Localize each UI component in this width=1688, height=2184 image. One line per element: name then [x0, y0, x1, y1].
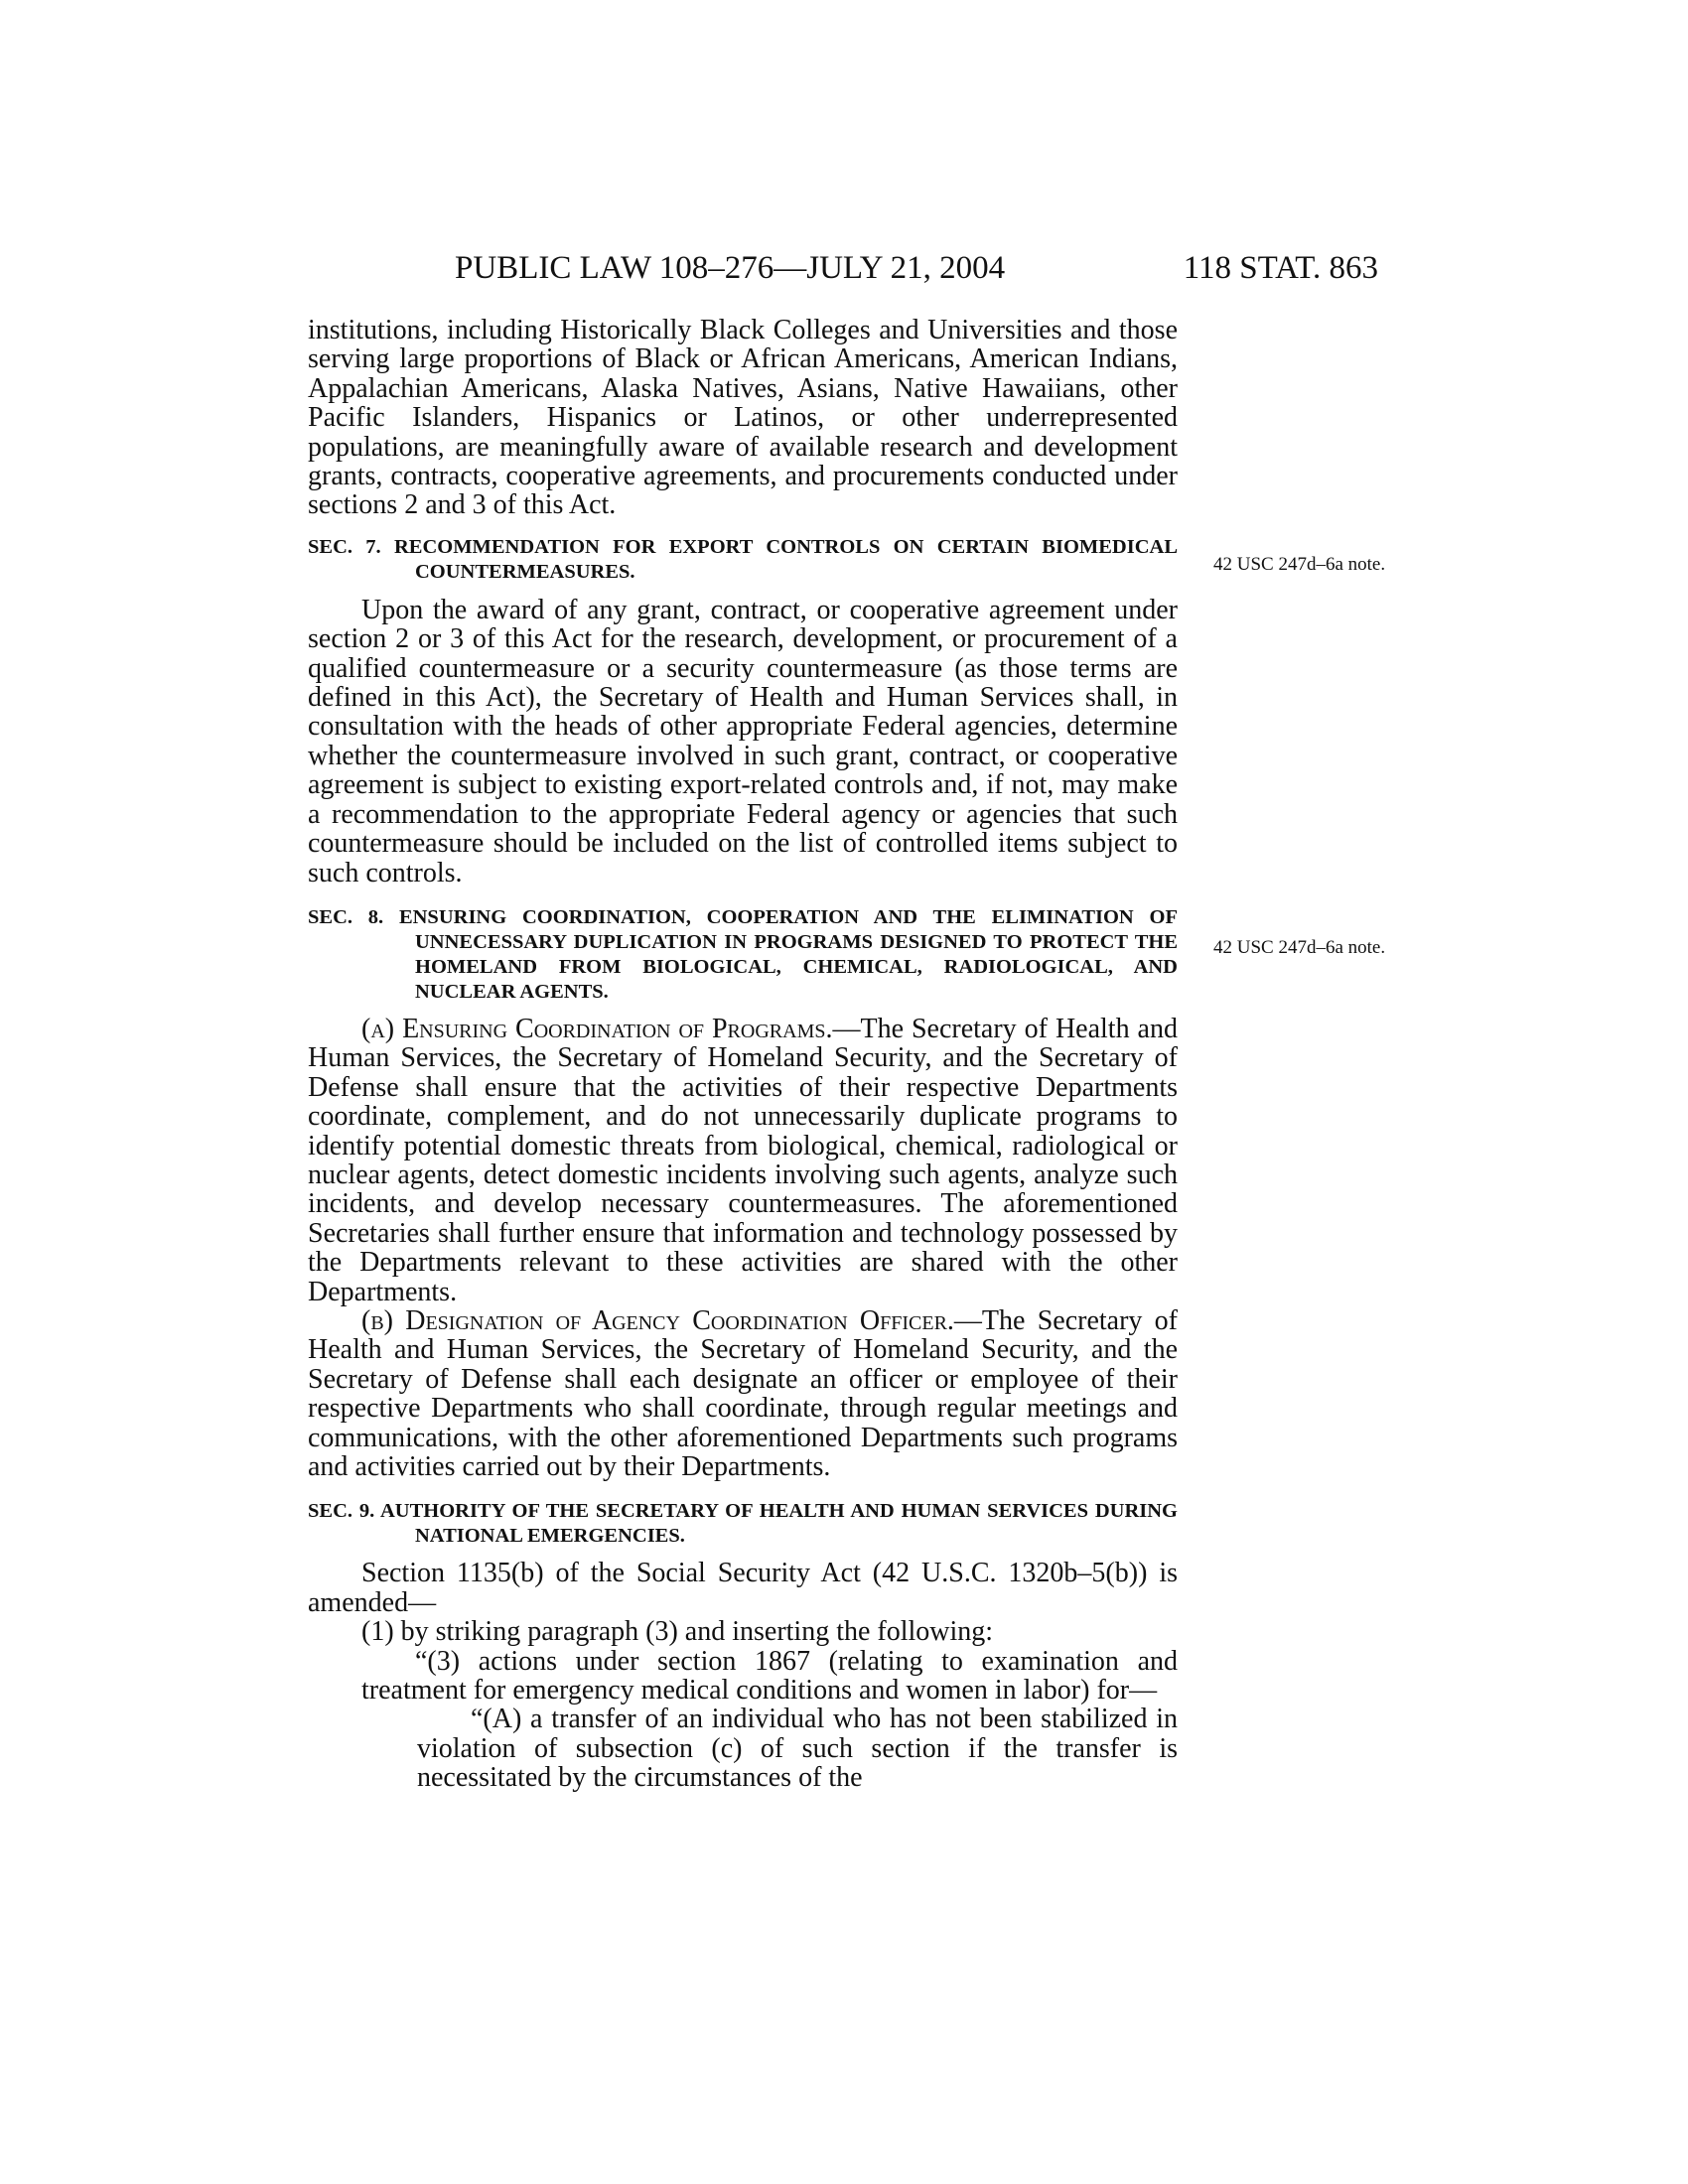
sec8-b-text: —The Secretary of Health and Human Services, the Secretary of Homeland Security, and the Secretary of Defense shall each designate an officer or employee of their respective Departments who shall coordinate, through regular meetings and communications, with the other aforementioned Departments such programs and activities carried out by their Departments. — [308, 1304, 1178, 1482]
page-body — [308, 316, 1178, 1793]
running-header — [308, 250, 1378, 290]
sec8-heading: SEC. 8. ENSURING COORDINATION, COOPERATION AND THE ELIMINATION OF UNNECESSARY DUPLICATION IN PROGRAMS DESIGNED TO PROTECT THE HOMELAND FROM BIOLOGICAL, CHEMICAL, RADIOLOGICAL, AND NUCLEAR AGENTS. — [308, 905, 1178, 1003]
sec7-body: Upon the award of any grant, contract, or cooperative agreement under section 2 or 3 of this Act for the research, development, or procurement of a qualified countermeasure or a security countermeasure (as those terms are defined in this Act), the Secretary of Health and Human Services shall, in consultation with the heads of other appropriate Federal agencies, determine whether the countermeasure involved in such grant, contract, or cooperative agreement is subject to existing export-related controls and, if not, may make a recommendation to the appropriate Federal agency or agencies that such countermeasure should be included on the list of controlled items subject to such controls. — [308, 594, 1178, 888]
header-title: PUBLIC LAW 108–276—JULY 21, 2004 — [455, 250, 1006, 286]
sec7-margin-note: 42 USC 247d–6a note. — [1213, 554, 1386, 575]
sec9-paragraph-1: (1) by striking paragraph (3) and inserting the following: — [361, 1616, 994, 1648]
sec9-heading: SEC. 9. AUTHORITY OF THE SECRETARY OF HEALTH AND HUMAN SERVICES DURING NATIONAL EMERGENCIES. — [308, 1500, 1178, 1548]
header-stat-page: 118 STAT. 863 — [1183, 250, 1378, 286]
sec8-b-label: (b) Designation of Agency Coordination Officer. — [361, 1304, 954, 1336]
sec9-paragraph-3-quote: “(3) actions under section 1867 (relating to examination and treatment for emergency medical conditions and women in labor) for— — [361, 1645, 1178, 1706]
sec8-a-label: (a) Ensuring Coordination of Programs. — [361, 1013, 833, 1044]
sec8-subsection-a — [308, 1015, 1178, 1306]
sec7-heading: SEC. 7. RECOMMENDATION FOR EXPORT CONTROLS ON CERTAIN BIOMEDICAL COUNTERMEASURES. — [308, 535, 1178, 583]
continuation-paragraph: institutions, including Historically Black Colleges and Universities and those serving large proportions of Black or African Americans, American Indians, Appalachian Americans, Alaska Natives, Asians, Native Hawaiians, other Pacific Islanders, Hispanics or Latinos, or other underrepresented populations, are meaningfully aware of available research and development grants, contracts, cooperative agreements, and procurements conducted under sections 2 and 3 of this Act. — [308, 315, 1178, 521]
sec9-subparagraph-a-quote: “(A) a transfer of an individual who has not been stabilized in violation of subsection (c) of such section if the transfer is necessitated by the circumstances of the — [417, 1704, 1178, 1794]
sec9-intro: Section 1135(b) of the Social Security Act (42 U.S.C. 1320b–5(b)) is amended— — [308, 1558, 1178, 1618]
sec8-a-text: —The Secretary of Health and Human Services, the Secretary of Homeland Security, and the Secretary of Defense shall ensure that the activities of their respective Departments coordinate, complement, and do not unnecessarily duplicate programs to identify potential domestic threats from biological, chemical, radiological or nuclear agents, detect domestic incidents involving such agents, analyze such incidents, and develop necessary countermeasures. The aforementioned Secretaries shall further ensure that information and technology possessed by the Departments relevant to these activities are shared with the other Departments. — [308, 1013, 1178, 1307]
sec8-subsection-b — [308, 1306, 1178, 1481]
sec8-margin-note: 42 USC 247d–6a note. — [1213, 937, 1386, 958]
